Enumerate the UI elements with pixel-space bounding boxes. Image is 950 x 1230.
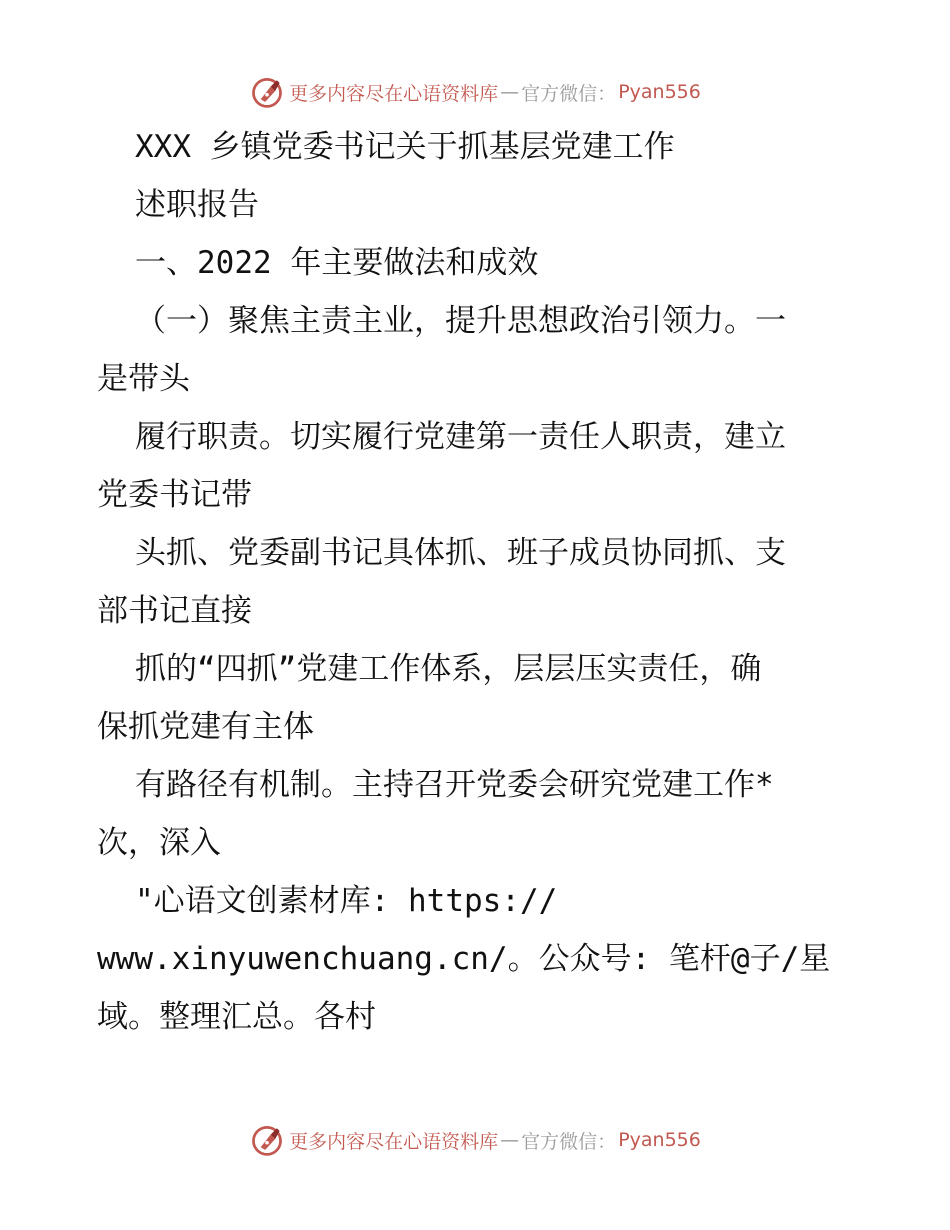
banner-text: 更多内容尽在心语资料库 — [289, 82, 499, 105]
paragraph-line: "心语文创素材库: https:// — [135, 883, 558, 919]
banner-text: 更多内容尽在心语资料库 — [289, 1130, 499, 1153]
paragraph-line: 抓的“四抓”党建工作体系，层层压实责任，确 — [135, 651, 762, 687]
paragraph-line: 部书记直接 — [97, 593, 252, 629]
pen-nib-logo-icon — [249, 74, 285, 110]
banner-separator: — — [500, 81, 520, 103]
doc-title-line: XXX 乡镇党委书记关于抓基层党建工作 — [135, 129, 675, 165]
paragraph-line: 有路径有机制。主持召开党委会研究党建工作* — [135, 767, 774, 803]
document-body — [97, 118, 857, 1046]
banner-wechat-label: 官方微信： — [521, 1130, 617, 1153]
banner-wechat-id: Pyan556 — [618, 81, 701, 103]
paragraph-line: 次，深入 — [97, 825, 221, 861]
banner-wechat-id: Pyan556 — [618, 1129, 701, 1151]
paragraph-line: www.xinyuwenchuang.cn/。公众号: 笔杆@子/星 — [97, 941, 831, 977]
paragraph-line: 保抓党建有主体 — [97, 709, 314, 745]
paragraph-line: 履行职责。切实履行党建第一责任人职责，建立 — [135, 419, 786, 455]
doc-subtitle-line: 述职报告 — [135, 187, 259, 223]
paragraph-line: 头抓、党委副书记具体抓、班子成员协同抓、支 — [135, 535, 786, 571]
paragraph-line: 党委书记带 — [97, 477, 252, 513]
section-heading: 一、2022 年主要做法和成效 — [135, 245, 539, 281]
paragraph-line: 是带头 — [97, 361, 190, 397]
paragraph-line: （一）聚焦主责主业，提升思想政治引领力。一 — [135, 303, 786, 339]
pen-nib-logo-icon — [249, 1122, 285, 1158]
banner-separator: — — [500, 1129, 520, 1151]
footer-watermark-banner — [0, 1120, 950, 1160]
paragraph-line: 域。整理汇总。各村 — [97, 999, 376, 1035]
header-watermark-banner — [0, 72, 950, 112]
banner-wechat-label: 官方微信： — [521, 82, 617, 105]
